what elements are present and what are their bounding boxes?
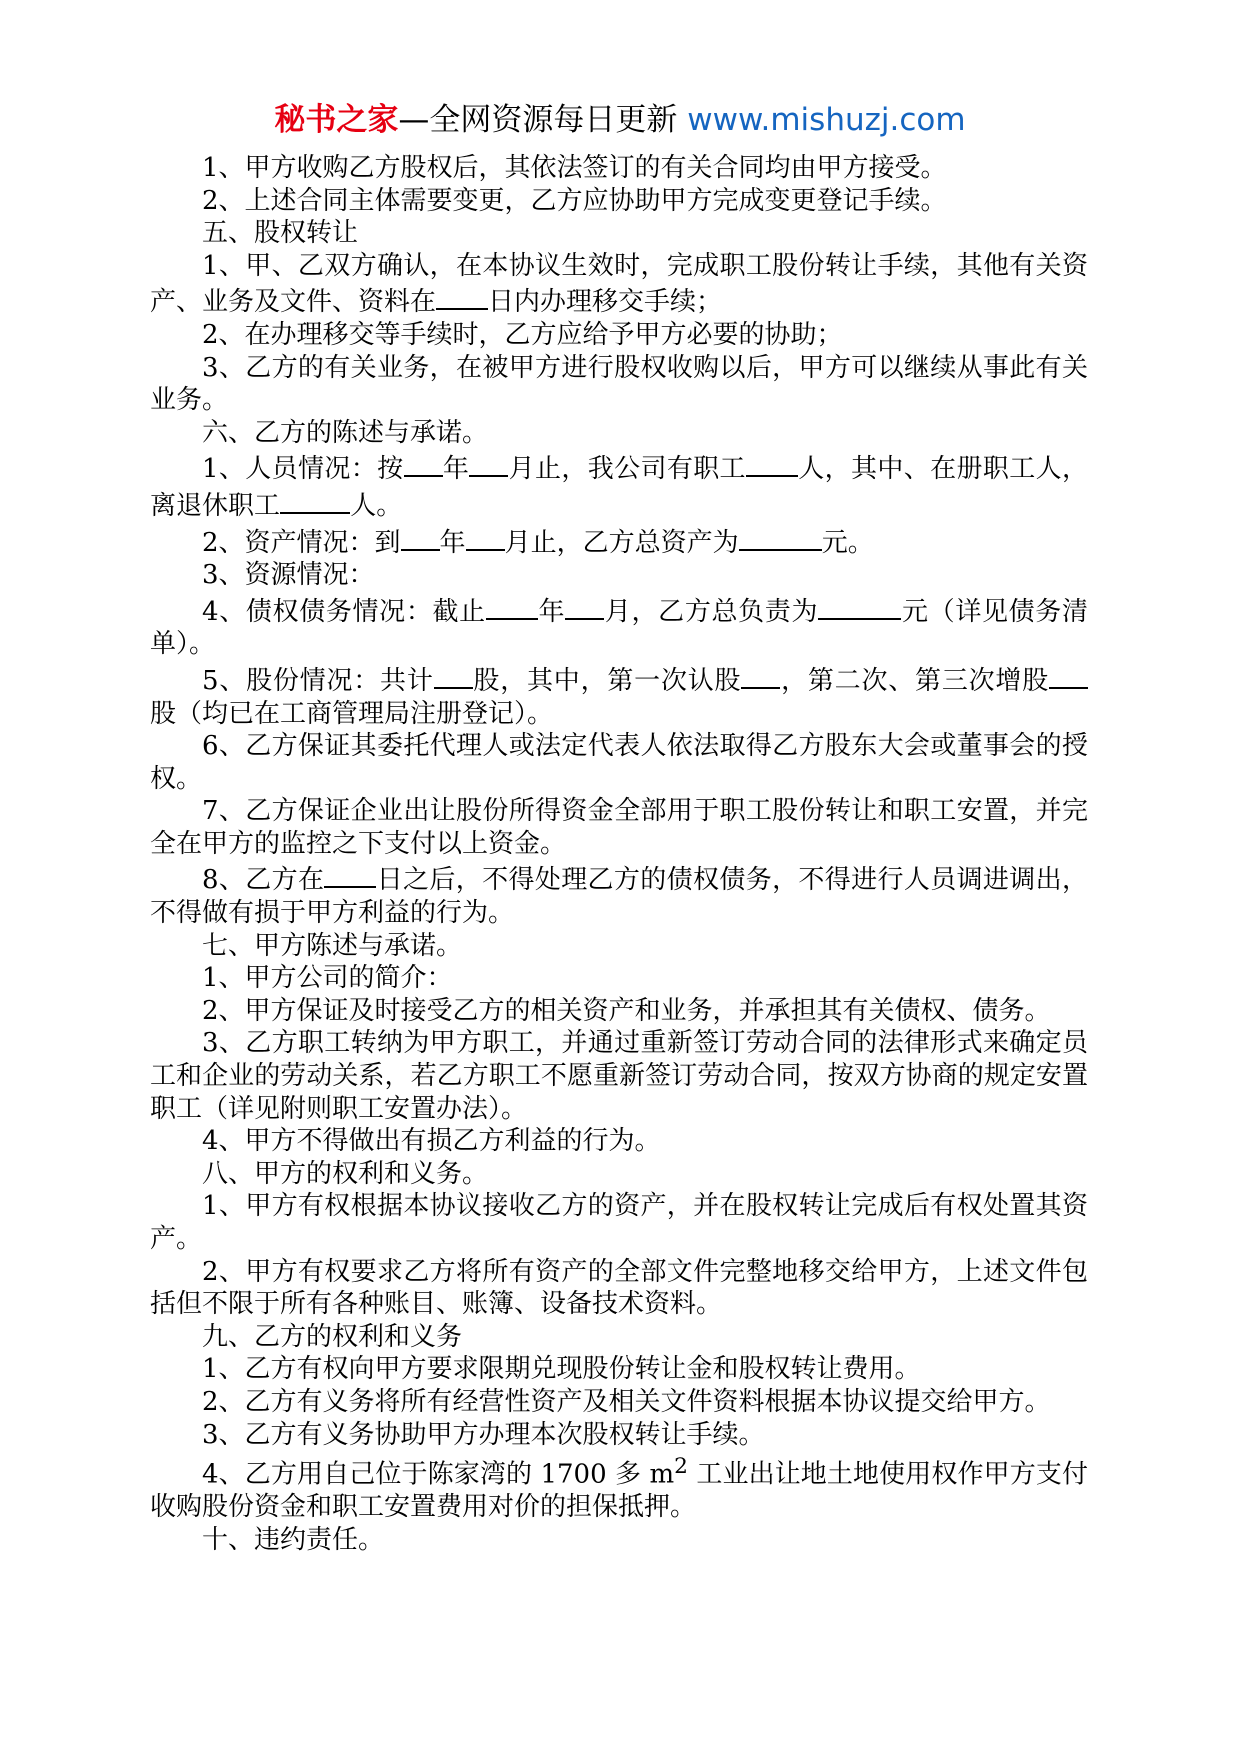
text: 8、乙方在 (202, 865, 325, 896)
site-url-link[interactable]: www.mishuzj.com (687, 102, 966, 138)
document-body (150, 152, 1088, 1557)
header-tagline: —全网资源每日更新 (398, 102, 678, 138)
fill-in-blank (401, 523, 440, 551)
text: 5、股份情况：共计 (202, 665, 434, 696)
paragraph: 6、乙方保证其委托代理人或法定代表人依法取得乙方股东大会或董事会的授权。 (150, 731, 1088, 794)
fill-in-blank (404, 449, 443, 477)
text: 股（均已在工商管理局注册登记）。 (150, 698, 554, 729)
paragraph: 2、上述合同主体需要变更，乙方应协助甲方完成变更登记手续。 (202, 185, 947, 216)
text: 人，其中、在册职工人，离退休职工 (150, 454, 1088, 521)
paragraph (150, 592, 1088, 661)
text: 月止，我公司有职工 (508, 454, 746, 485)
text: 股，其中，第一次认股 (472, 665, 742, 696)
section-heading: 五、股权转让 (202, 218, 359, 249)
section-heading: 七、甲方陈述与承诺。 (202, 930, 463, 961)
fill-in-blank (434, 661, 473, 689)
paragraph: 1、乙方有权向甲方要求限期兑现股份转让金和股权转让费用。 (202, 1354, 921, 1385)
section-heading: 十、违约责任。 (202, 1525, 385, 1555)
fill-in-blank (466, 523, 505, 551)
fill-in-blank (469, 449, 508, 477)
site-header (0, 100, 1240, 140)
fill-in-blank (1049, 661, 1088, 689)
paragraph: 3、乙方有义务协助甲方办理本次股权转让手续。 (202, 1419, 765, 1450)
text: 月，乙方总负责为 (604, 596, 819, 627)
brand-name: 秘书之家 (274, 102, 399, 138)
paragraph: 2、甲方保证及时接受乙方的相关资产和业务，并承担其有关债权、债务。 (202, 995, 1051, 1026)
text: 2、资产情况：到 (202, 527, 401, 558)
fill-in-blank (280, 486, 350, 514)
text: 工业出让地土地使用权作甲方支付收购股份资金和职工安置费用对价的担保抵押。 (150, 1459, 1088, 1523)
fill-in-blank (818, 592, 901, 620)
paragraph (150, 250, 1088, 319)
text: 元。 (821, 527, 874, 558)
paragraph: 2、甲方有权要求乙方将所有资产的全部文件完整地移交给甲方，上述文件包括但不限于所有各种账目、账簿、设备技术资料。 (150, 1256, 1088, 1320)
text: 元（详见债务清单）。 (150, 596, 1088, 660)
paragraph: 3、乙方职工转纳为甲方职工，并通过重新签订劳动合同的法律形式来确定员工和企业的劳动关系，若乙方职工不愿重新签订劳动合同，按双方协商的规定安置职工（详见附则职工安置办法）。 (150, 1028, 1088, 1124)
text: 人。 (350, 490, 403, 521)
fill-in-blank (746, 449, 798, 477)
fill-in-blank (324, 860, 376, 888)
fill-in-blank (486, 592, 538, 620)
paragraph: 1、甲方公司的简介： (202, 963, 453, 994)
fill-in-blank (741, 661, 780, 689)
text: 4、乙方用自己位于陈家湾的 1700 多 m (202, 1459, 675, 1490)
paragraph: 1、甲方有权根据本协议接收乙方的资产，并在股权转让完成后有权处置其资产。 (150, 1191, 1088, 1254)
paragraph: 1、甲方收购乙方股权后，其依法签订的有关合同均由甲方接受。 (202, 153, 947, 183)
section-heading: 八、甲方的权利和义务。 (202, 1158, 489, 1189)
paragraph: 4、甲方不得做出有损乙方利益的行为。 (202, 1126, 661, 1157)
paragraph: 3、资源情况： (202, 560, 375, 591)
text: 年 (442, 454, 470, 485)
paragraph: 3、乙方的有关业务，在被甲方进行股权收购以后，甲方可以继续从事此有关业务。 (150, 352, 1088, 416)
superscript: 2 (674, 1454, 688, 1480)
text: 日之后，不得处理乙方的债权债务，不得进行人员调进调出，不得做有损于甲方利益的行为。 (150, 865, 1088, 929)
text: 4、债权债务情况：截止 (202, 596, 486, 627)
text: 日内办理移交手续； (488, 287, 723, 318)
paragraph: 7、乙方保证企业出让股份所得资金全部用于职工股份转让和职工安置，并完全在甲方的监控之下支付以上资金。 (150, 796, 1088, 859)
text: 月止，乙方总资产为 (504, 527, 739, 558)
paragraph (150, 523, 1088, 560)
paragraph: 2、在办理移交等手续时，乙方应给予甲方必要的协助； (202, 319, 843, 350)
paragraph (150, 661, 1088, 730)
paragraph (150, 1451, 1088, 1524)
text: 年 (439, 527, 466, 558)
fill-in-blank (739, 523, 822, 551)
fill-in-blank (436, 282, 488, 310)
fill-in-blank (565, 592, 604, 620)
text: ，第二次、第三次增股 (780, 665, 1049, 696)
text: 年 (537, 596, 566, 627)
section-heading: 六、乙方的陈述与承诺。 (202, 417, 489, 448)
text: 1、人员情况：按 (202, 454, 404, 485)
text: 1、甲、乙双方确认，在本协议生效时，完成职工股份转让手续，其他有关资产、业务及文件、资料在 (150, 250, 1088, 318)
paragraph (150, 860, 1088, 929)
section-heading: 九、乙方的权利和义务 (202, 1321, 463, 1352)
paragraph: 2、乙方有义务将所有经营性资产及相关文件资料根据本协议提交给甲方。 (202, 1386, 1051, 1417)
paragraph (150, 449, 1088, 522)
